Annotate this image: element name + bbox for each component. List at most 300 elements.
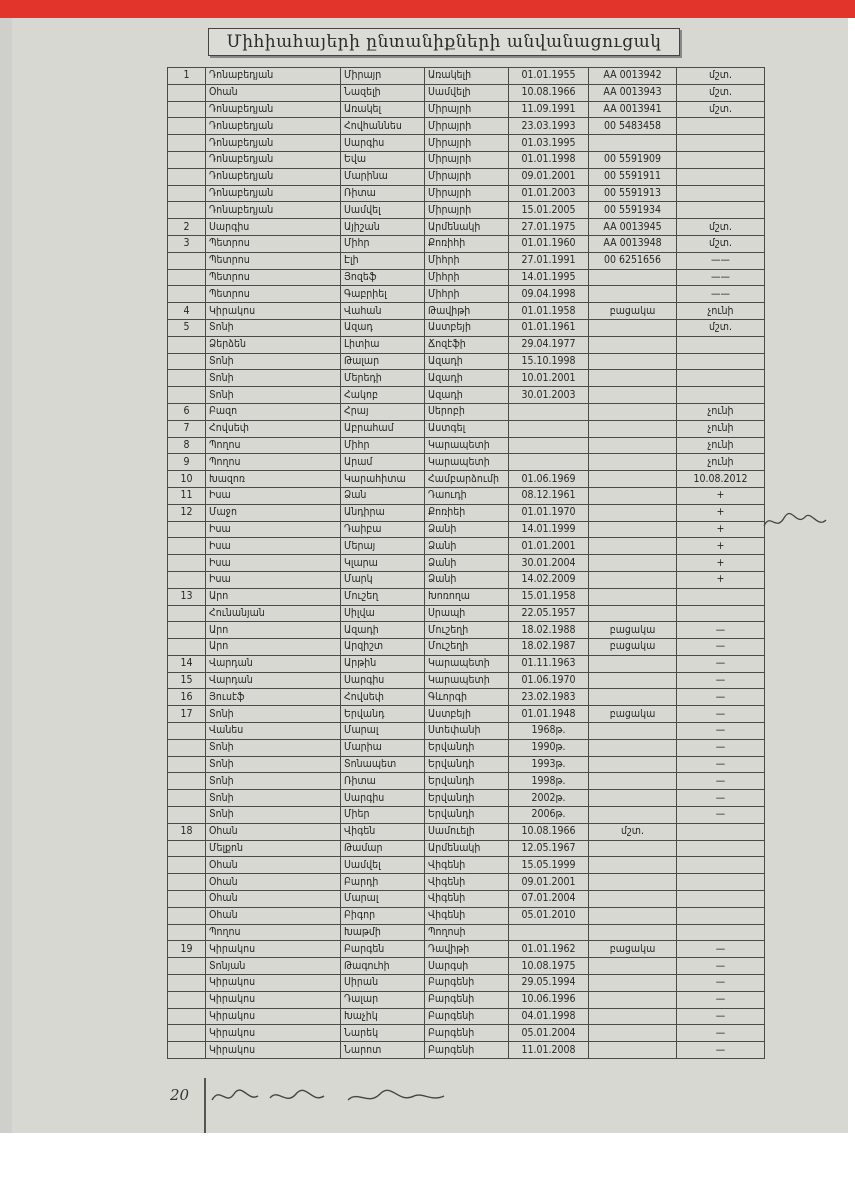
cell-patronymic: Բարգենի [425, 1025, 509, 1042]
cell-doc [589, 756, 677, 773]
cell-date: 27.01.1991 [509, 252, 589, 269]
table-row [168, 185, 765, 202]
cell-num [168, 924, 206, 941]
cell-note: + [677, 487, 765, 504]
cell-surname: Իսա [206, 538, 341, 555]
cell-name: Հակոբ [341, 387, 425, 404]
cell-doc [589, 420, 677, 437]
table-row [168, 403, 765, 420]
cell-surname: Արո [206, 639, 341, 656]
cell-doc [589, 269, 677, 286]
cell-surname: Պողոս [206, 437, 341, 454]
table-row [168, 387, 765, 404]
cell-date [509, 437, 589, 454]
cell-doc [589, 723, 677, 740]
cell-note: — [677, 672, 765, 689]
cell-name: Լիտիա [341, 336, 425, 353]
table-row [168, 151, 765, 168]
cell-doc [589, 1042, 677, 1059]
cell-doc: AA 0013942 [589, 68, 677, 85]
cell-surname: Հովսեփ [206, 420, 341, 437]
cell-name: Տոնապետ [341, 756, 425, 773]
cell-patronymic: Սամուելի [425, 823, 509, 840]
cell-note [677, 907, 765, 924]
cell-patronymic: Միրայրի [425, 135, 509, 152]
cell-num [168, 353, 206, 370]
cell-name: Սիլվա [341, 605, 425, 622]
cell-date: 30.01.2003 [509, 387, 589, 404]
cell-date: 09.04.1998 [509, 286, 589, 303]
cell-note: — [677, 655, 765, 672]
cell-num [168, 773, 206, 790]
cell-patronymic: Երվանդի [425, 790, 509, 807]
cell-note: — [677, 1042, 765, 1059]
cell-date: 10.08.1966 [509, 84, 589, 101]
cell-doc [589, 387, 677, 404]
cell-surname: Վանես [206, 723, 341, 740]
cell-patronymic: Սարգսի [425, 958, 509, 975]
cell-num: 18 [168, 823, 206, 840]
cell-patronymic: Ձանի [425, 538, 509, 555]
cell-patronymic: Ստեփանի [425, 723, 509, 740]
cell-note: — [677, 723, 765, 740]
cell-date: 01.01.1998 [509, 151, 589, 168]
cell-date: 11.01.2008 [509, 1042, 589, 1059]
cell-surname: Իսա [206, 571, 341, 588]
cell-surname: Տոնի [206, 739, 341, 756]
table-row [168, 353, 765, 370]
table-row [168, 437, 765, 454]
table-row [168, 420, 765, 437]
cell-name: Աբրահամ [341, 420, 425, 437]
cell-name: Այիշան [341, 219, 425, 236]
cell-patronymic: Ձանի [425, 571, 509, 588]
cell-date: 14.02.2009 [509, 571, 589, 588]
cell-surname: Տոնի [206, 790, 341, 807]
cell-doc [589, 353, 677, 370]
table-row [168, 538, 765, 555]
cell-surname: Սարգիս [206, 219, 341, 236]
cell-patronymic: Միրայրի [425, 118, 509, 135]
cell-doc [589, 857, 677, 874]
cell-doc [589, 135, 677, 152]
cell-name: Նարեկ [341, 1025, 425, 1042]
cell-surname: Դոնաբեդյան [206, 185, 341, 202]
cell-date: 01.01.1970 [509, 504, 589, 521]
cell-note: — [677, 639, 765, 656]
cell-date: 01.01.1961 [509, 319, 589, 336]
cell-surname: Կիրակոս [206, 991, 341, 1008]
cell-doc: AA 0013948 [589, 235, 677, 252]
cell-surname: Դոնաբեդյան [206, 135, 341, 152]
cell-doc [589, 672, 677, 689]
table-row [168, 924, 765, 941]
table-row [168, 336, 765, 353]
cell-patronymic: Առակելի [425, 68, 509, 85]
cell-date: 22.05.1957 [509, 605, 589, 622]
cell-patronymic: Մուշեղի [425, 622, 509, 639]
cell-name: Սարգիս [341, 790, 425, 807]
cell-doc [589, 891, 677, 908]
cell-note [677, 135, 765, 152]
cell-note: + [677, 571, 765, 588]
cell-name: Մուշեղ [341, 588, 425, 605]
cell-name: Անդիրա [341, 504, 425, 521]
cell-name: Խաթմի [341, 924, 425, 941]
cell-doc [589, 790, 677, 807]
cell-patronymic: Ձանի [425, 521, 509, 538]
cell-num: 10 [168, 471, 206, 488]
cell-doc: 00 5483458 [589, 118, 677, 135]
cell-num [168, 387, 206, 404]
cell-num [168, 336, 206, 353]
cell-note: —— [677, 252, 765, 269]
cell-date: 2002թ. [509, 790, 589, 807]
cell-num [168, 891, 206, 908]
cell-num [168, 907, 206, 924]
cell-note: — [677, 689, 765, 706]
cell-doc [589, 655, 677, 672]
cell-num [168, 790, 206, 807]
table-row [168, 706, 765, 723]
table-row [168, 773, 765, 790]
table-row [168, 68, 765, 85]
cell-name: Խաչիկ [341, 1008, 425, 1025]
cell-date: 10.08.1975 [509, 958, 589, 975]
table-row [168, 874, 765, 891]
cell-patronymic: Երվանդի [425, 773, 509, 790]
cell-surname: Տոնի [206, 773, 341, 790]
cell-doc [589, 319, 677, 336]
cell-patronymic: Քոռիեի [425, 504, 509, 521]
cell-num [168, 739, 206, 756]
cell-date: 01.01.1960 [509, 235, 589, 252]
cell-patronymic: Միրայրի [425, 101, 509, 118]
cell-num: 1 [168, 68, 206, 85]
cell-patronymic: Սրապի [425, 605, 509, 622]
cell-doc [589, 605, 677, 622]
cell-note [677, 891, 765, 908]
cell-doc [589, 840, 677, 857]
cell-note [677, 118, 765, 135]
cell-date: 01.03.1995 [509, 135, 589, 152]
cell-name: Երվանդ [341, 706, 425, 723]
cell-date: 09.01.2001 [509, 874, 589, 891]
cell-num: 8 [168, 437, 206, 454]
cell-num: 11 [168, 487, 206, 504]
cell-name: Հրայ [341, 403, 425, 420]
cell-note: — [677, 1008, 765, 1025]
cell-num: 4 [168, 303, 206, 320]
cell-surname: Օհան [206, 857, 341, 874]
cell-date: 08.12.1961 [509, 487, 589, 504]
cell-surname: Տոնի [206, 370, 341, 387]
cell-num [168, 639, 206, 656]
table-row [168, 168, 765, 185]
cell-surname: Դոնաբեդյան [206, 168, 341, 185]
cell-patronymic: Վիգենի [425, 891, 509, 908]
cell-patronymic: Աստգել [425, 420, 509, 437]
cell-date: 2006թ. [509, 807, 589, 824]
cell-doc [589, 555, 677, 572]
cell-patronymic: Միրայրի [425, 151, 509, 168]
cell-num [168, 168, 206, 185]
cell-name: Նազելի [341, 84, 425, 101]
table-row [168, 689, 765, 706]
cell-doc: բացակա [589, 622, 677, 639]
cell-name: Մարինա [341, 168, 425, 185]
cell-doc [589, 571, 677, 588]
cell-surname: Կիրակոս [206, 941, 341, 958]
cell-surname: Օհան [206, 823, 341, 840]
cell-name: Գաբրիել [341, 286, 425, 303]
cell-date: 27.01.1975 [509, 219, 589, 236]
cell-patronymic: Ազադի [425, 353, 509, 370]
cell-num: 2 [168, 219, 206, 236]
cell-doc [589, 773, 677, 790]
cell-surname: Պետրոս [206, 235, 341, 252]
cell-date: 18.02.1987 [509, 639, 589, 656]
cell-surname: Տոնի [206, 706, 341, 723]
cell-name: Հովսեփ [341, 689, 425, 706]
table-row [168, 756, 765, 773]
cell-name: Մարալ [341, 891, 425, 908]
cell-patronymic: Միրայրի [425, 202, 509, 219]
cell-name: Միհր [341, 235, 425, 252]
cell-note: —— [677, 286, 765, 303]
cell-date: 10.08.1966 [509, 823, 589, 840]
cell-patronymic: Կարապետի [425, 672, 509, 689]
table-row [168, 941, 765, 958]
cell-name: Մարիա [341, 739, 425, 756]
table-row [168, 1025, 765, 1042]
cell-date: 01.06.1970 [509, 672, 589, 689]
cell-surname: Պողոս [206, 454, 341, 471]
table-row [168, 571, 765, 588]
table-row [168, 823, 765, 840]
table-row [168, 588, 765, 605]
cell-date: 05.01.2004 [509, 1025, 589, 1042]
cell-surname: Օհան [206, 84, 341, 101]
cell-date: 18.02.1988 [509, 622, 589, 639]
cell-doc [589, 336, 677, 353]
cell-surname: Կիրակոս [206, 1025, 341, 1042]
cell-patronymic: Միհրի [425, 286, 509, 303]
cell-doc: AA 0013943 [589, 84, 677, 101]
cell-num: 3 [168, 235, 206, 252]
cell-surname: Իսա [206, 487, 341, 504]
cell-note: — [677, 807, 765, 824]
cell-surname: Տոնի [206, 319, 341, 336]
cell-note: մշտ. [677, 101, 765, 118]
cell-doc [589, 370, 677, 387]
cell-note: + [677, 555, 765, 572]
cell-doc: AA 0013945 [589, 219, 677, 236]
cell-doc [589, 471, 677, 488]
cell-surname: Պողոս [206, 924, 341, 941]
cell-patronymic: Կարապետի [425, 437, 509, 454]
cell-num [168, 857, 206, 874]
cell-name: Ազադի [341, 622, 425, 639]
cell-patronymic: Սերոբի [425, 403, 509, 420]
cell-doc: 00 6251656 [589, 252, 677, 269]
table-row [168, 286, 765, 303]
cell-surname: Տոնի [206, 807, 341, 824]
cell-doc [589, 739, 677, 756]
cell-doc [589, 538, 677, 555]
cell-num: 9 [168, 454, 206, 471]
cell-num [168, 605, 206, 622]
page-title: Միհիահայերի ընտանիքների անվանացուցակ [208, 28, 680, 56]
cell-patronymic: Բարգենի [425, 975, 509, 992]
cell-surname: Արո [206, 622, 341, 639]
cell-patronymic: Կարապետի [425, 655, 509, 672]
cell-num [168, 202, 206, 219]
cell-date: 01.01.2003 [509, 185, 589, 202]
cell-name: Արամ [341, 454, 425, 471]
cell-note [677, 588, 765, 605]
cell-note [677, 168, 765, 185]
family-roster-table [167, 67, 765, 1059]
cell-num: 7 [168, 420, 206, 437]
cell-doc [589, 924, 677, 941]
cell-doc: բացակա [589, 639, 677, 656]
cell-num [168, 555, 206, 572]
cell-name: Կարահիտա [341, 471, 425, 488]
cell-note [677, 823, 765, 840]
table-row [168, 639, 765, 656]
cell-note [677, 202, 765, 219]
cell-date: 15.05.1999 [509, 857, 589, 874]
cell-patronymic: Թավիթի [425, 303, 509, 320]
cell-num [168, 1042, 206, 1059]
cell-num: 19 [168, 941, 206, 958]
cell-num [168, 958, 206, 975]
cell-surname: Վարդան [206, 655, 341, 672]
cell-num [168, 135, 206, 152]
cell-name: Սամվել [341, 857, 425, 874]
cell-patronymic: Արմենակի [425, 219, 509, 236]
cell-date: 15.10.1998 [509, 353, 589, 370]
cell-num [168, 538, 206, 555]
table-row [168, 471, 765, 488]
cell-name: Ազադ [341, 319, 425, 336]
cell-name: Էլի [341, 252, 425, 269]
cell-surname: Մաջո [206, 504, 341, 521]
cell-note: — [677, 941, 765, 958]
margin-rule [204, 1078, 206, 1133]
cell-date: 01.11.1963 [509, 655, 589, 672]
table-row [168, 1008, 765, 1025]
cell-num [168, 269, 206, 286]
cell-patronymic: Երվանդի [425, 756, 509, 773]
cell-surname: Տոնի [206, 756, 341, 773]
cell-note: —— [677, 269, 765, 286]
cell-date: 30.01.2004 [509, 555, 589, 572]
cell-date: 01.01.1948 [509, 706, 589, 723]
cell-doc [589, 1008, 677, 1025]
cell-surname: Պետրոս [206, 286, 341, 303]
cell-note: — [677, 991, 765, 1008]
cell-name: Կլարա [341, 555, 425, 572]
table-row [168, 135, 765, 152]
cell-surname: Կիրակոս [206, 303, 341, 320]
cell-doc [589, 958, 677, 975]
cell-name: Արզիշտ [341, 639, 425, 656]
cell-doc: 00 5591934 [589, 202, 677, 219]
cell-note: չունի [677, 303, 765, 320]
cell-name: Դաիբա [341, 521, 425, 538]
cell-surname: Իսա [206, 521, 341, 538]
cell-doc [589, 286, 677, 303]
cell-doc: AA 0013941 [589, 101, 677, 118]
cell-date: 29.05.1994 [509, 975, 589, 992]
cell-patronymic: Աստբեյի [425, 319, 509, 336]
table-row [168, 521, 765, 538]
cell-patronymic: Ազադի [425, 370, 509, 387]
cell-note: չունի [677, 403, 765, 420]
cell-patronymic: Երվանդի [425, 807, 509, 824]
cell-doc [589, 403, 677, 420]
table-row [168, 504, 765, 521]
cell-patronymic: Միրայրի [425, 185, 509, 202]
table-row [168, 101, 765, 118]
cell-date: 01.01.1962 [509, 941, 589, 958]
cell-note [677, 151, 765, 168]
cell-note: — [677, 773, 765, 790]
cell-surname: Հունանյան [206, 605, 341, 622]
cell-doc: բացակա [589, 706, 677, 723]
cell-num: 12 [168, 504, 206, 521]
cell-patronymic: Վիգենի [425, 907, 509, 924]
roster-body [168, 68, 765, 1059]
cell-date: 10.01.2001 [509, 370, 589, 387]
cell-note: + [677, 538, 765, 555]
cell-name: Սարգիս [341, 135, 425, 152]
cell-num: 16 [168, 689, 206, 706]
cell-name: Դալար [341, 991, 425, 1008]
cell-name: Վահան [341, 303, 425, 320]
cell-name: Միրայր [341, 68, 425, 85]
cell-note [677, 874, 765, 891]
cell-doc: 00 5591911 [589, 168, 677, 185]
table-row [168, 907, 765, 924]
cell-num: 13 [168, 588, 206, 605]
cell-surname: Տոնյան [206, 958, 341, 975]
cell-surname: Ձերձեն [206, 336, 341, 353]
cell-name: Թագուհի [341, 958, 425, 975]
cell-patronymic: Բարգենի [425, 1042, 509, 1059]
cell-name: Թամար [341, 840, 425, 857]
table-row [168, 622, 765, 639]
cell-doc [589, 689, 677, 706]
cell-name: Բարգեն [341, 941, 425, 958]
cell-name: Նարոտ [341, 1042, 425, 1059]
cell-date: 04.01.1998 [509, 1008, 589, 1025]
cell-surname: Կիրակոս [206, 1008, 341, 1025]
cell-surname: Արո [206, 588, 341, 605]
cell-patronymic: Բարգենի [425, 1008, 509, 1025]
cell-name: Հովհաննես [341, 118, 425, 135]
cell-name: Սիրան [341, 975, 425, 992]
cell-note: + [677, 521, 765, 538]
cell-date: 11.09.1991 [509, 101, 589, 118]
table-row [168, 269, 765, 286]
cell-num [168, 151, 206, 168]
cell-note: — [677, 756, 765, 773]
table-row [168, 739, 765, 756]
cell-date: 29.04.1977 [509, 336, 589, 353]
